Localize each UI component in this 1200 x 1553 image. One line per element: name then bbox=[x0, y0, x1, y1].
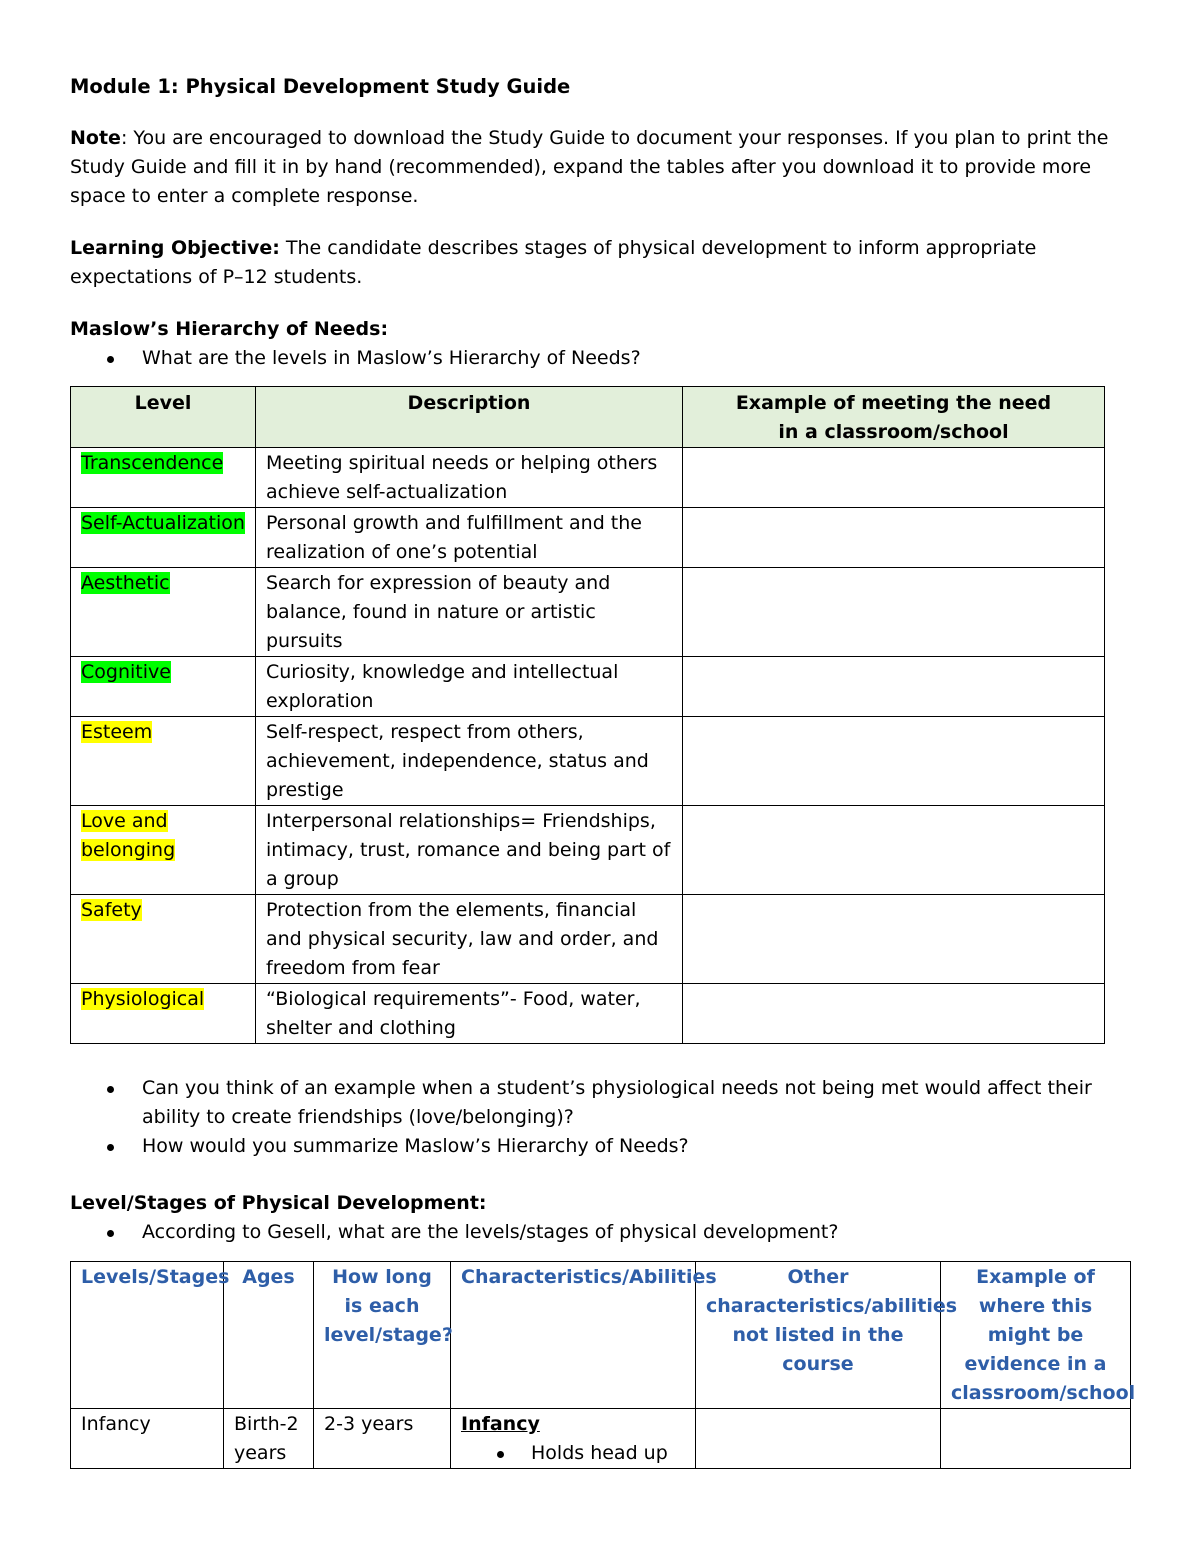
stages-question-list bbox=[70, 1218, 1130, 1247]
list-item bbox=[70, 344, 1130, 373]
maslow-question-list bbox=[70, 344, 1130, 373]
table-row bbox=[71, 1409, 1131, 1469]
table-row bbox=[71, 806, 1105, 895]
level-label: Cognitive bbox=[81, 661, 171, 683]
bullet-icon bbox=[107, 1086, 114, 1093]
bullet-icon bbox=[107, 356, 114, 363]
description-cell: Self-respect, respect from others, achievement, independence, status and prestige bbox=[256, 717, 683, 806]
note-paragraph bbox=[70, 124, 1130, 211]
maslow-heading: Maslow’s Hierarchy of Needs: bbox=[70, 318, 389, 340]
characteristics-title: Infancy bbox=[461, 1413, 540, 1435]
example-cell[interactable] bbox=[683, 448, 1105, 508]
characteristic-item: Holds head up bbox=[531, 1442, 668, 1464]
example-cell[interactable] bbox=[683, 806, 1105, 895]
example-cell[interactable] bbox=[683, 895, 1105, 984]
bullet-icon bbox=[497, 1451, 504, 1458]
description-cell: Protection from the elements, financial and physical security, law and order, and freedom from fear bbox=[256, 895, 683, 984]
example-cell[interactable] bbox=[683, 568, 1105, 657]
learning-objective bbox=[70, 234, 1130, 292]
level-cell bbox=[71, 984, 256, 1044]
note-label: Note bbox=[70, 127, 121, 149]
level-label: Transcendence bbox=[81, 452, 224, 474]
list-item bbox=[70, 1132, 1130, 1161]
table-row bbox=[71, 717, 1105, 806]
list-item bbox=[70, 1074, 1130, 1132]
stages-heading: Level/Stages of Physical Development: bbox=[70, 1192, 487, 1214]
objective-label: Learning Objective: bbox=[70, 237, 280, 259]
list-item bbox=[461, 1439, 685, 1468]
description-cell: Interpersonal relationships= Friendships, intimacy, trust, romance and being part of a group bbox=[256, 806, 683, 895]
maslow-table bbox=[70, 386, 1105, 1044]
column-header-characteristics: Characteristics/Abilities bbox=[451, 1262, 696, 1409]
list-item bbox=[70, 1218, 1130, 1247]
level-label: Love and belonging bbox=[81, 810, 176, 861]
example-cell[interactable] bbox=[683, 717, 1105, 806]
column-header-description: Description bbox=[256, 387, 683, 448]
other-characteristics-cell[interactable] bbox=[696, 1409, 941, 1469]
column-header-level: Level bbox=[71, 387, 256, 448]
example-cell[interactable] bbox=[683, 657, 1105, 717]
table-row bbox=[71, 568, 1105, 657]
maslow-table-body bbox=[71, 448, 1105, 1044]
level-label: Aesthetic bbox=[81, 572, 170, 594]
description-cell: Search for expression of beauty and balance, found in nature or artistic pursuits bbox=[256, 568, 683, 657]
table-header-row bbox=[71, 1262, 1131, 1409]
column-header-other: Other characteristics/abilities not listed in the course bbox=[696, 1262, 941, 1409]
table-row bbox=[71, 508, 1105, 568]
stages-table-body bbox=[71, 1409, 1131, 1469]
maslow-followup-questions bbox=[70, 1074, 1130, 1161]
followup-question: How would you summarize Maslow’s Hierarchy of Needs? bbox=[142, 1135, 689, 1157]
characteristics-cell bbox=[451, 1409, 696, 1469]
characteristics-list bbox=[461, 1439, 685, 1468]
stages-question: According to Gesell, what are the levels/stages of physical development? bbox=[142, 1221, 839, 1243]
level-label: Esteem bbox=[81, 721, 153, 743]
column-header-ages: Ages bbox=[224, 1262, 314, 1409]
duration-cell: 2-3 years bbox=[314, 1409, 451, 1469]
followup-question: Can you think of an example when a student’s physiological needs not being met would affect their ability to create friendships (love/belonging)? bbox=[142, 1077, 1092, 1128]
level-cell bbox=[71, 508, 256, 568]
level-label: Safety bbox=[81, 899, 142, 921]
example-cell[interactable] bbox=[683, 984, 1105, 1044]
level-cell bbox=[71, 717, 256, 806]
stage-cell: Infancy bbox=[71, 1409, 224, 1469]
level-cell bbox=[71, 657, 256, 717]
document-page bbox=[70, 72, 1136, 1469]
column-header-duration: How long is each level/stage? bbox=[314, 1262, 451, 1409]
bullet-icon bbox=[107, 1230, 114, 1237]
level-label: Physiological bbox=[81, 988, 205, 1010]
objective-text: The candidate describes stages of physical development to inform appropriate expectations of P–12 students. bbox=[70, 237, 1037, 288]
page-title: Module 1: Physical Development Study Guide bbox=[70, 75, 571, 98]
bullet-icon bbox=[107, 1144, 114, 1151]
table-header-row bbox=[71, 387, 1105, 448]
stages-table bbox=[70, 1261, 1136, 1469]
table-row bbox=[71, 448, 1105, 508]
level-cell bbox=[71, 568, 256, 657]
description-cell: Curiosity, knowledge and intellectual exploration bbox=[256, 657, 683, 717]
level-cell bbox=[71, 806, 256, 895]
description-cell: “Biological requirements”- Food, water, shelter and clothing bbox=[256, 984, 683, 1044]
level-label: Self-Actualization bbox=[81, 512, 245, 534]
table-row bbox=[71, 984, 1105, 1044]
column-header-classroom-example: Example of where this might be evidence in a classroom/school bbox=[941, 1262, 1131, 1409]
table-row bbox=[71, 895, 1105, 984]
column-header-example: Example of meeting the need in a classroom/school bbox=[683, 387, 1105, 448]
description-cell: Personal growth and fulfillment and the realization of one’s potential bbox=[256, 508, 683, 568]
maslow-question: What are the levels in Maslow’s Hierarchy of Needs? bbox=[142, 347, 641, 369]
column-header-stage: Levels/Stages bbox=[71, 1262, 224, 1409]
level-cell bbox=[71, 448, 256, 508]
table-row bbox=[71, 657, 1105, 717]
classroom-example-cell[interactable] bbox=[941, 1409, 1131, 1469]
ages-cell: Birth-2 years bbox=[224, 1409, 314, 1469]
description-cell: Meeting spiritual needs or helping others achieve self-actualization bbox=[256, 448, 683, 508]
level-cell bbox=[71, 895, 256, 984]
note-text: : You are encouraged to download the Study Guide to document your responses. If you plan to print the Study Guide and fill it in by hand (recommended), expand the tables after you download it to provide more space to enter a complete response. bbox=[70, 127, 1109, 207]
example-cell[interactable] bbox=[683, 508, 1105, 568]
